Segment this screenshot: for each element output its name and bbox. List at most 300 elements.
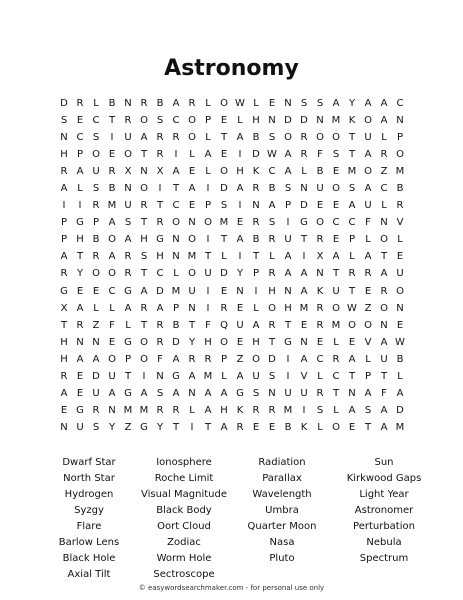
grid-letter: F	[317, 148, 323, 160]
grid-letter: N	[92, 336, 100, 348]
grid-letter: U	[316, 183, 324, 195]
grid-letter: Y	[156, 422, 164, 434]
grid-letter: O	[396, 148, 404, 160]
grid-letter: P	[60, 217, 68, 229]
grid-letter: R	[140, 200, 148, 212]
grid-letter: S	[156, 114, 164, 126]
grid-letter: T	[380, 371, 388, 383]
grid-letter: U	[364, 200, 372, 212]
grid-letter: X	[316, 251, 324, 263]
word-bank-item: Flare	[76, 521, 102, 532]
grid-letter: A	[364, 183, 372, 195]
page-title: Astronomy	[164, 56, 299, 81]
grid-letter: O	[316, 217, 324, 229]
word-bank-item: Astronomer	[354, 505, 414, 516]
grid-letter: O	[380, 234, 388, 246]
grid-letter: L	[269, 251, 275, 263]
grid-letter: W	[235, 97, 245, 109]
grid-letter: F	[109, 319, 115, 331]
grid-letter: L	[397, 234, 403, 246]
grid-letter: R	[316, 388, 324, 400]
grid-letter: R	[316, 319, 324, 331]
grid-letter: R	[124, 251, 132, 263]
grid-letter: R	[396, 200, 404, 212]
grid-letter: I	[238, 251, 242, 263]
grid-letter: K	[236, 405, 244, 417]
grid-letter: E	[236, 217, 244, 229]
grid-letter: A	[172, 353, 180, 365]
grid-letter: T	[60, 319, 68, 331]
grid-letter: O	[332, 183, 340, 195]
grid-letter: D	[396, 405, 404, 417]
word-bank-column	[227, 455, 337, 567]
grid-letter: A	[300, 268, 308, 280]
grid-letter: I	[286, 353, 290, 365]
grid-letter: S	[220, 200, 228, 212]
word-bank-item: Spectrum	[359, 553, 409, 564]
grid-letter: R	[268, 268, 276, 280]
grid-letter: R	[364, 268, 372, 280]
grid-letter: O	[332, 131, 340, 143]
grid-letter: O	[380, 302, 388, 314]
footer-credit: © easywordsearchmaker.com - for personal use only	[138, 584, 325, 592]
grid-letter: A	[300, 285, 308, 297]
grid-letter: Y	[108, 422, 116, 434]
grid-letter: U	[396, 268, 404, 280]
word-bank-item: Nebula	[366, 537, 402, 548]
grid-letter: A	[284, 268, 292, 280]
grid-letter: R	[172, 131, 180, 143]
grid-letter: A	[236, 131, 244, 143]
grid-letter: T	[140, 217, 148, 229]
grid-letter: T	[348, 285, 356, 297]
grid-letter: T	[156, 200, 164, 212]
grid-letter: T	[204, 422, 212, 434]
grid-letter: B	[156, 97, 164, 109]
grid-letter: B	[316, 165, 324, 177]
grid-letter: Q	[220, 319, 228, 331]
grid-letter: I	[142, 371, 146, 383]
word-bank-item: Radiation	[258, 457, 306, 468]
grid-letter: U	[364, 131, 372, 143]
grid-letter: A	[332, 251, 340, 263]
grid-letter: N	[172, 251, 180, 263]
grid-letter: T	[348, 371, 356, 383]
word-bank-column	[329, 455, 439, 567]
grid-letter: H	[60, 148, 68, 160]
grid-letter: M	[331, 114, 341, 126]
grid-letter: N	[124, 97, 132, 109]
grid-letter: R	[124, 114, 132, 126]
grid-letter: R	[140, 97, 148, 109]
grid-letter: S	[316, 405, 324, 417]
grid-letter: M	[203, 371, 213, 383]
grid-letter: O	[188, 114, 196, 126]
grid-letter: L	[109, 302, 115, 314]
grid-letter: C	[172, 200, 180, 212]
grid-letter: I	[286, 217, 290, 229]
grid-letter: A	[380, 405, 388, 417]
grid-letter: P	[172, 302, 180, 314]
grid-letter: M	[187, 251, 197, 263]
grid-letter: A	[156, 302, 164, 314]
grid-letter: U	[188, 285, 196, 297]
grid-letter: A	[76, 353, 84, 365]
grid-letter: L	[237, 114, 243, 126]
grid-letter: U	[284, 388, 292, 400]
grid-letter: T	[172, 422, 180, 434]
grid-letter: F	[157, 353, 163, 365]
grid-letter: U	[92, 165, 100, 177]
grid-letter: O	[140, 353, 148, 365]
grid-letter: C	[156, 268, 164, 280]
grid-letter: T	[332, 268, 340, 280]
grid-letter: H	[204, 336, 212, 348]
word-bank-item: Hydrogen	[64, 489, 114, 500]
grid-letter: E	[332, 234, 340, 246]
grid-letter: A	[300, 353, 308, 365]
grid-letter: A	[204, 405, 212, 417]
grid-letter: E	[268, 97, 276, 109]
grid-letter: N	[140, 165, 148, 177]
grid-letter: E	[108, 148, 116, 160]
grid-letter: M	[331, 319, 341, 331]
grid-letter: U	[236, 319, 244, 331]
grid-letter: A	[220, 388, 228, 400]
grid-letter: T	[124, 371, 132, 383]
grid-letter: A	[348, 353, 356, 365]
grid-letter: M	[219, 217, 229, 229]
grid-letter: V	[396, 217, 404, 229]
grid-letter: G	[300, 217, 308, 229]
word-bank-item: Quarter Moon	[247, 521, 317, 532]
grid-letter: O	[348, 319, 356, 331]
grid-letter: S	[252, 388, 260, 400]
grid-letter: H	[60, 353, 68, 365]
grid-letter: H	[284, 302, 292, 314]
grid-letter: L	[333, 336, 339, 348]
grid-letter: N	[60, 422, 68, 434]
word-bank-item: Light Year	[359, 489, 409, 500]
grid-letter: M	[395, 165, 405, 177]
grid-letter: F	[365, 217, 371, 229]
grid-letter: M	[299, 302, 309, 314]
word-bank-item: Ionosphere	[156, 457, 212, 468]
grid-letter: C	[332, 217, 340, 229]
grid-letter: P	[60, 234, 68, 246]
grid-letter: A	[364, 388, 372, 400]
grid-letter: O	[92, 268, 100, 280]
grid-letter: E	[188, 200, 196, 212]
grid-letter: C	[108, 285, 116, 297]
grid-letter: H	[76, 234, 84, 246]
grid-letter: H	[60, 336, 68, 348]
grid-letter: L	[365, 353, 371, 365]
grid-letter: R	[156, 336, 164, 348]
grid-letter: G	[156, 234, 164, 246]
grid-letter: R	[92, 405, 100, 417]
grid-letter: P	[92, 217, 100, 229]
grid-letter: N	[268, 388, 276, 400]
grid-letter: U	[124, 200, 132, 212]
grid-letter: N	[268, 114, 276, 126]
grid-letter: A	[364, 148, 372, 160]
grid-letter: O	[124, 148, 132, 160]
grid-letter: S	[364, 405, 372, 417]
grid-letter: E	[268, 422, 276, 434]
grid-letter: R	[380, 148, 388, 160]
grid-letter: P	[284, 200, 292, 212]
word-bank-item: Sectroscope	[153, 569, 215, 580]
grid-letter: C	[172, 114, 180, 126]
grid-letter: T	[140, 148, 148, 160]
grid-letter: A	[348, 200, 356, 212]
grid-letter: S	[284, 183, 292, 195]
grid-letter: H	[252, 114, 260, 126]
grid-letter: A	[188, 371, 196, 383]
word-bank-item: Barlow Lens	[58, 537, 120, 548]
grid-letter: A	[108, 217, 116, 229]
grid-letter: E	[76, 114, 84, 126]
grid-letter: R	[252, 183, 260, 195]
grid-letter: E	[348, 336, 356, 348]
grid-letter: E	[220, 148, 228, 160]
grid-letter: L	[189, 148, 195, 160]
grid-letter: N	[60, 131, 68, 143]
grid-letter: U	[76, 422, 84, 434]
grid-letter: D	[284, 114, 292, 126]
grid-letter: A	[252, 319, 260, 331]
grid-letter: A	[348, 405, 356, 417]
word-bank-item: Black Hole	[62, 553, 116, 564]
grid-letter: R	[92, 251, 100, 263]
grid-letter: S	[60, 114, 68, 126]
grid-letter: A	[236, 234, 244, 246]
word-bank-column	[129, 455, 239, 583]
grid-letter: K	[300, 422, 308, 434]
grid-letter: O	[108, 353, 116, 365]
word-bank-item: Umbra	[265, 505, 299, 516]
grid-letter: T	[140, 268, 148, 280]
grid-letter: M	[139, 405, 149, 417]
grid-letter: L	[93, 302, 99, 314]
grid-letter: D	[268, 353, 276, 365]
grid-letter: X	[60, 302, 68, 314]
grid-letter: P	[220, 353, 228, 365]
grid-letter: I	[206, 302, 210, 314]
grid-letter: T	[140, 319, 148, 331]
grid-letter: L	[365, 234, 371, 246]
grid-letter: R	[300, 131, 308, 143]
grid-letter: A	[204, 148, 212, 160]
grid-letter: O	[252, 353, 260, 365]
grid-letter: B	[396, 353, 404, 365]
grid-letter: H	[156, 251, 164, 263]
grid-letter: L	[77, 183, 83, 195]
grid-letter: O	[108, 234, 116, 246]
grid-letter: O	[140, 114, 148, 126]
grid-letter: R	[380, 285, 388, 297]
grid-letter: G	[76, 405, 84, 417]
grid-letter: G	[124, 388, 132, 400]
grid-letter: B	[268, 183, 276, 195]
grid-letter: S	[332, 148, 340, 160]
grid-letter: F	[205, 319, 211, 331]
grid-letter: C	[92, 114, 100, 126]
grid-letter: S	[268, 217, 276, 229]
grid-letter: N	[188, 217, 196, 229]
grid-letter: S	[268, 371, 276, 383]
grid-letter: T	[348, 131, 356, 143]
grid-letter: I	[302, 405, 306, 417]
grid-letter: E	[300, 319, 308, 331]
grid-letter: M	[283, 405, 293, 417]
grid-letter: R	[220, 302, 228, 314]
grid-letter: R	[188, 97, 196, 109]
grid-letter: T	[348, 148, 356, 160]
grid-letter: A	[380, 336, 388, 348]
grid-letter: W	[395, 336, 405, 348]
grid-letter: P	[76, 148, 84, 160]
grid-letter: K	[348, 114, 356, 126]
grid-letter: C	[268, 165, 276, 177]
grid-letter: W	[267, 148, 277, 160]
grid-letter: O	[188, 131, 196, 143]
grid-letter: M	[107, 200, 117, 212]
grid-letter: A	[76, 165, 84, 177]
grid-letter: C	[396, 97, 404, 109]
grid-letter: R	[76, 97, 84, 109]
grid-letter: K	[252, 165, 260, 177]
grid-letter: A	[92, 353, 100, 365]
grid-letter: E	[188, 165, 196, 177]
grid-letter: G	[76, 217, 84, 229]
grid-letter: I	[238, 200, 242, 212]
grid-letter: L	[381, 200, 387, 212]
grid-letter: E	[108, 336, 116, 348]
word-bank-item: Wavelength	[252, 489, 312, 500]
grid-letter: Z	[236, 353, 244, 365]
grid-letter: A	[396, 388, 404, 400]
grid-letter: D	[220, 183, 228, 195]
grid-letter: W	[347, 302, 357, 314]
grid-letter: O	[284, 131, 292, 143]
grid-letter: B	[252, 234, 260, 246]
grid-letter: T	[252, 251, 260, 263]
grid-letter: R	[268, 234, 276, 246]
word-bank-item: Pluto	[269, 553, 295, 564]
grid-letter: R	[188, 353, 196, 365]
grid-letter: R	[316, 302, 324, 314]
grid-letter: N	[300, 183, 308, 195]
grid-letter: Z	[124, 422, 132, 434]
grid-letter: A	[204, 388, 212, 400]
grid-letter: S	[156, 388, 164, 400]
grid-letter: M	[395, 422, 405, 434]
grid-letter: L	[93, 97, 99, 109]
grid-letter: A	[140, 285, 148, 297]
grid-letter: R	[76, 319, 84, 331]
grid-letter: L	[221, 251, 227, 263]
grid-letter: G	[284, 336, 292, 348]
grid-letter: C	[348, 217, 356, 229]
grid-letter: G	[124, 285, 132, 297]
grid-letter: I	[78, 200, 82, 212]
letter-grid	[56, 95, 408, 437]
grid-letter: L	[349, 251, 355, 263]
grid-letter: E	[332, 165, 340, 177]
grid-letter: A	[108, 388, 116, 400]
grid-letter: A	[60, 251, 68, 263]
grid-letter: A	[108, 251, 116, 263]
grid-letter: N	[300, 336, 308, 348]
grid-letter: S	[300, 97, 308, 109]
grid-letter: R	[204, 353, 212, 365]
grid-letter: C	[380, 183, 388, 195]
grid-letter: G	[172, 371, 180, 383]
grid-letter: M	[123, 405, 133, 417]
grid-letter: L	[317, 422, 323, 434]
grid-letter: R	[60, 165, 68, 177]
grid-letter: O	[364, 165, 372, 177]
grid-letter: Z	[92, 319, 100, 331]
word-bank-item: Nasa	[269, 537, 295, 548]
grid-letter: I	[286, 371, 290, 383]
grid-letter: R	[332, 353, 340, 365]
grid-letter: L	[125, 319, 131, 331]
word-bank-item: Perturbation	[353, 521, 415, 532]
grid-letter: O	[220, 97, 228, 109]
grid-letter: X	[124, 165, 132, 177]
grid-letter: G	[140, 422, 148, 434]
grid-letter: A	[124, 234, 132, 246]
word-bank-item: Axial Tilt	[67, 569, 111, 580]
grid-letter: N	[396, 302, 404, 314]
grid-letter: O	[172, 217, 180, 229]
grid-letter: S	[92, 422, 100, 434]
grid-letter: R	[252, 405, 260, 417]
grid-letter: M	[347, 165, 357, 177]
grid-letter: D	[300, 200, 308, 212]
grid-letter: R	[140, 302, 148, 314]
grid-letter: I	[206, 234, 210, 246]
grid-letter: A	[284, 148, 292, 160]
grid-letter: T	[188, 319, 196, 331]
grid-letter: S	[92, 131, 100, 143]
grid-letter: I	[254, 285, 258, 297]
grid-letter: R	[156, 405, 164, 417]
grid-letter: U	[204, 268, 212, 280]
word-bank-item: Roche Limit	[154, 473, 214, 484]
grid-letter: P	[364, 371, 372, 383]
grid-letter: N	[284, 285, 292, 297]
grid-letter: N	[252, 200, 260, 212]
grid-letter: S	[268, 131, 276, 143]
grid-letter: T	[220, 234, 228, 246]
grid-letter: P	[124, 353, 132, 365]
grid-letter: H	[252, 336, 260, 348]
grid-letter: T	[172, 183, 180, 195]
grid-letter: I	[174, 148, 178, 160]
grid-letter: L	[189, 405, 195, 417]
word-bank-item: Sun	[374, 457, 394, 468]
grid-letter: A	[284, 251, 292, 263]
word-bank-item: Black Body	[156, 505, 212, 516]
grid-letter: E	[76, 371, 84, 383]
grid-letter: O	[92, 148, 100, 160]
grid-letter: A	[284, 165, 292, 177]
grid-letter: O	[364, 319, 372, 331]
